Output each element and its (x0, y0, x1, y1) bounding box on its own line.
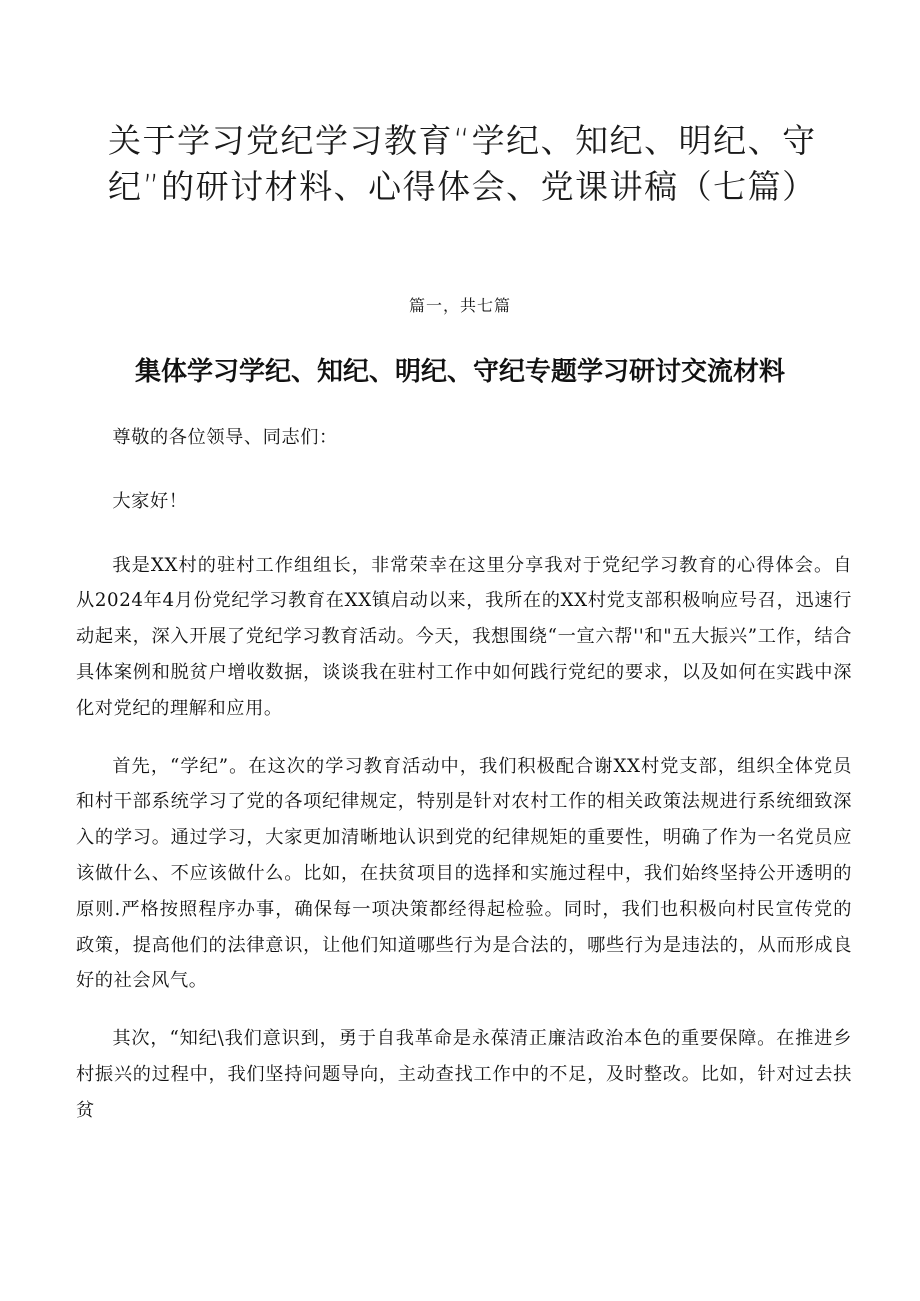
document-title: 关于学习党纪学习教育“学纪、知纪、明纪、守纪”的研讨材料、心得体会、党课讲稿（七篇） (108, 121, 817, 206)
salutation: 尊敬的各位领导、同志们： (112, 427, 338, 448)
paragraph: 其次，“知纪\我们意识到，勇于自我革命是永葆清正廉洁政治本色的重要保障。在推进乡村振兴的过程中，我们坚持问题导向，主动查找工作中的不足，及时整改。比如，针对过去扶贫 (76, 1028, 852, 1121)
paragraph: 首先，“学纪”。在这次的学习教育活动中，我们积极配合谢XX村党支部，组织全体党员和村干部系统学习了党的各项纪律规定，特别是针对农村工作的相关政策法规进行系统细致深入的学习。通过学习，大家更加清晰地认识到党的纪律规矩的重要性，明确了作为一名党员应该做什么、不应该做什么。比如，在扶贫项目的选择和实施过程中，我们始终坚持公开透明的原则.严格按照程序办事，确保每一项决策都经得起检验。同时，我们也积极向村民宣传党的政策，提高他们的法律意识，让他们知道哪些行为是合法的，哪些行为是违法的，从而形成良好的社会风气。 (76, 755, 852, 992)
paragraph: 我是XX村的驻村工作组组长，非常荣幸在这里分享我对于党纪学习教育的心得体会。自从2024年4月份党纪学习教育在XX镇启动以来，我所在的XX村党支部积极响应号召，迅速行动起来，深入开展了党纪学习教育活动。今天，我想围绕“一宣六帮''和"五大振兴”工作，结合具体案例和脱贫户增收数据，谈谈我在驻村工作中如何践行党纪的要求，以及如何在实践中深化对党纪的理解和应用。 (76, 554, 852, 719)
document-body (76, 420, 852, 1151)
section-heading: 集体学习学纪、知纪、明纪、守纪专题学习研讨交流材料 (134, 357, 785, 387)
section-label: 篇一，共七篇 (408, 296, 511, 315)
greeting: 大家好！ (112, 490, 188, 512)
